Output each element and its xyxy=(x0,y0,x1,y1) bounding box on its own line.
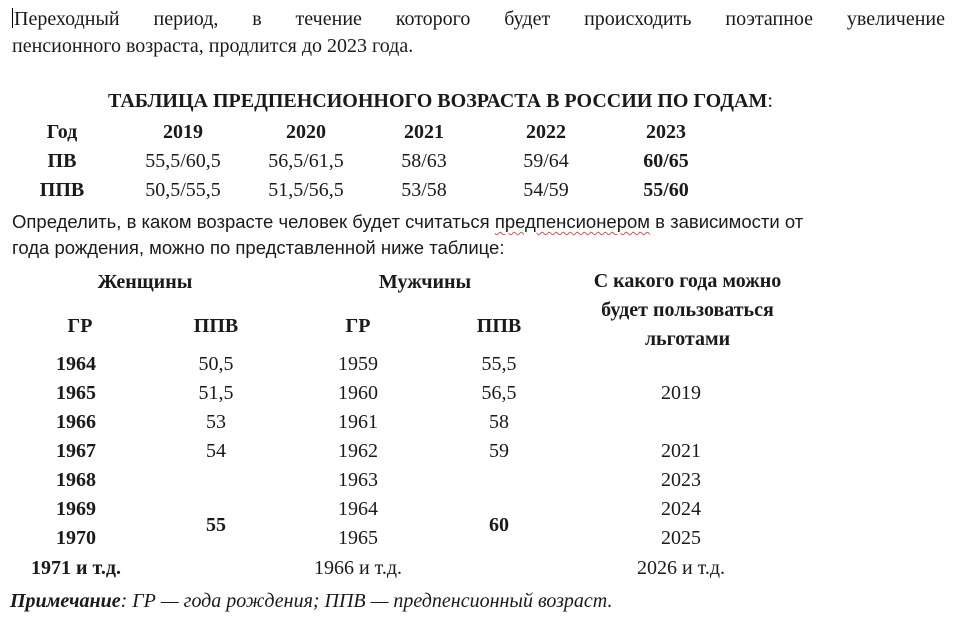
women-ppv-merged: 55 xyxy=(206,514,226,536)
table1-title: ТАБЛИЦА ПРЕДПЕНСИОННОГО ВОЗРАСТА В РОССИИ ПО ГОДАМ: xyxy=(108,90,773,112)
men-gr-header: ГР xyxy=(345,315,371,337)
men-birth-year: 1961 xyxy=(338,411,378,433)
table1-year-header: 2022 xyxy=(526,121,566,143)
table1-cell: 60/65 xyxy=(643,150,689,172)
men-birth-year: 1964 xyxy=(338,498,378,520)
note xyxy=(10,590,613,613)
benefits-start-year: 2023 xyxy=(661,469,701,491)
benefits-start-year: 2024 xyxy=(661,498,701,520)
benefits-start-year: 2025 xyxy=(661,527,701,549)
women-birth-year: 1967 xyxy=(56,440,96,462)
women-preretirement-age: 50,5 xyxy=(198,353,234,375)
women-gr-header: ГР xyxy=(67,315,93,337)
table1-cell: 56,5/61,5 xyxy=(268,150,344,172)
women-ppv-header: ППВ xyxy=(193,315,239,337)
men-header: Мужчины xyxy=(378,271,472,293)
table1-row-label: ППВ xyxy=(39,179,85,201)
table1-cell: 53/58 xyxy=(401,179,447,201)
note-label: Примечание xyxy=(10,590,121,612)
table1-title-colon: : xyxy=(767,90,773,112)
intro-paragraph xyxy=(12,6,945,60)
benefits-start-year: 2019 xyxy=(661,382,701,404)
men-birth-year: 1963 xyxy=(338,469,378,491)
table1-cell: 50,5/55,5 xyxy=(145,179,221,201)
men-ppv-header: ППВ xyxy=(476,315,522,337)
table1-year-label: Год xyxy=(46,121,78,143)
women-birth-year: 1969 xyxy=(56,498,96,520)
women-birth-year: 1964 xyxy=(56,353,96,375)
benefits-start-year: 2026 и т.д. xyxy=(636,557,726,579)
table1-cell: 51,5/56,5 xyxy=(268,179,344,201)
men-preretirement-age: 56,5 xyxy=(481,382,517,404)
table1-year-header: 2020 xyxy=(286,121,326,143)
men-birth-year: 1962 xyxy=(338,440,378,462)
intro-line-2: пенсионного возраста, продлится до 2023 года. xyxy=(12,35,414,57)
benefits-header: С какого года можно будет пользоваться льготами xyxy=(593,270,782,350)
table1-cell: 54/59 xyxy=(523,179,569,201)
table1-cell: 55/60 xyxy=(643,179,689,201)
table1-year-header: 2021 xyxy=(404,121,444,143)
women-birth-year: 1965 xyxy=(56,382,96,404)
benefits-start-year: 2021 xyxy=(661,440,701,462)
note-text: : ГР — года рождения; ППВ — предпенсионный возраст. xyxy=(120,590,613,612)
women-birth-year: 1966 xyxy=(56,411,96,433)
men-preretirement-age: 55,5 xyxy=(481,353,517,375)
intro-line-1: Переходный период, в течение которого будет происходить поэтапное увеличение xyxy=(14,8,945,30)
men-preretirement-age: 58 xyxy=(489,411,509,433)
men-birth-year: 1959 xyxy=(338,353,378,375)
women-preretirement-age: 54 xyxy=(206,440,226,462)
men-preretirement-age: 59 xyxy=(489,440,509,462)
women-header: Женщины xyxy=(97,271,193,293)
women-birth-year: 1968 xyxy=(56,469,96,491)
men-ppv-merged: 60 xyxy=(489,514,509,536)
women-preretirement-age: 51,5 xyxy=(198,382,234,404)
table1-year-header: 2019 xyxy=(163,121,203,143)
middle-line-1: Определить, в каком возрасте человек будет считаться предпенсионером в зависимости от xyxy=(12,211,804,232)
men-birth-year: 1965 xyxy=(338,527,378,549)
table1-year-header: 2023 xyxy=(646,121,686,143)
women-preretirement-age: 53 xyxy=(206,411,226,433)
women-birth-year: 1971 и т.д. xyxy=(31,557,121,579)
women-birth-year: 1970 xyxy=(56,527,96,549)
text-cursor xyxy=(12,8,13,28)
middle-line-2: года рождения, можно по представленной ниже таблице: xyxy=(12,237,505,258)
table1-cell: 55,5/60,5 xyxy=(145,150,221,172)
men-birth-year: 1960 xyxy=(338,382,378,404)
spellcheck-underlined-word[interactable]: предпенсионером xyxy=(494,211,651,232)
men-birth-year: 1966 и т.д. xyxy=(313,557,403,579)
table1-cell: 58/63 xyxy=(401,150,447,172)
table1-row-label: ПВ xyxy=(47,150,77,172)
table1-cell: 59/64 xyxy=(523,150,569,172)
